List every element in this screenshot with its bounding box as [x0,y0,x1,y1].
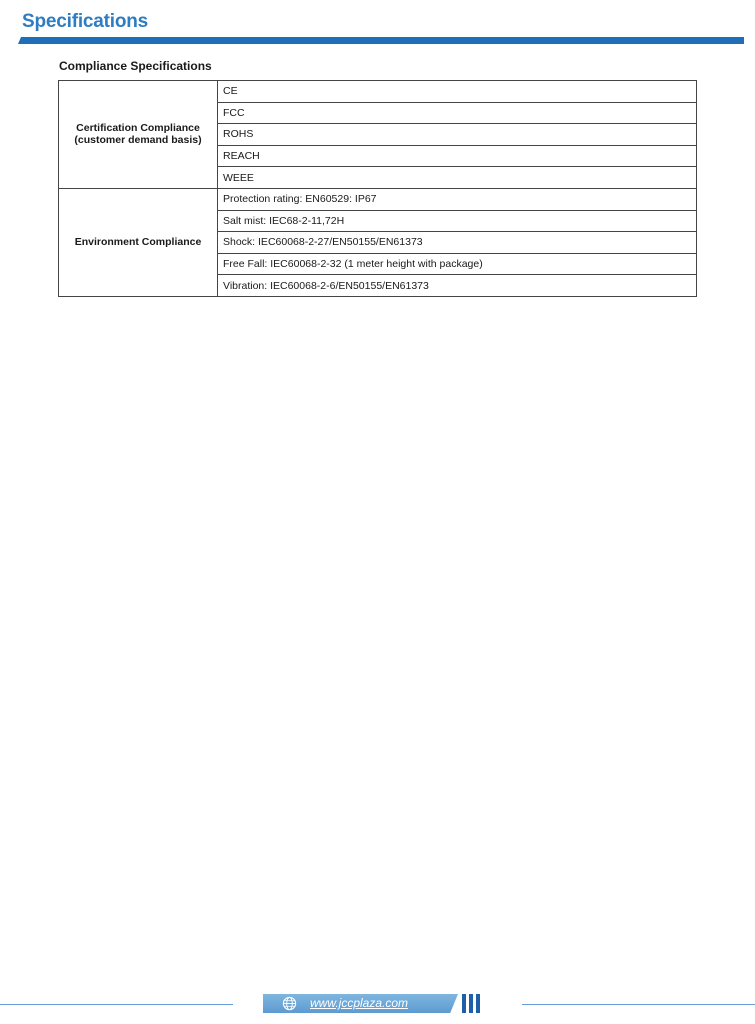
table-row [59,81,697,103]
table-cell: Free Fall: IEC60068-2-32 (1 meter height with package) [218,253,697,275]
group-label-certification: Certification Compliance (customer demand basis) [59,81,218,189]
table-cell: WEEE [218,167,697,189]
table-cell: CE [218,81,697,103]
page-title: Specifications [22,11,149,32]
table-cell: Salt mist: IEC68-2-11,72H [218,210,697,232]
table-cell: Protection rating: EN60529: IP67 [218,188,697,210]
globe-icon [282,996,297,1011]
footer-divider-right [522,1004,755,1005]
table-cell: FCC [218,102,697,124]
footer-url-link[interactable]: www.jccplaza.com [310,996,409,1010]
stripe-bars-icon [462,994,484,1013]
table-cell: Shock: IEC60068-2-27/EN50155/EN61373 [218,232,697,254]
table-cell: ROHS [218,124,697,146]
table-row [59,188,697,210]
table-cell: Vibration: IEC60068-2-6/EN50155/EN61373 [218,275,697,297]
section-title: Compliance Specifications [59,59,212,73]
footer-divider-left [0,1004,233,1005]
header-bar [18,37,744,44]
table-cell: REACH [218,145,697,167]
compliance-table [58,80,697,297]
group-label-environment: Environment Compliance [59,188,218,296]
